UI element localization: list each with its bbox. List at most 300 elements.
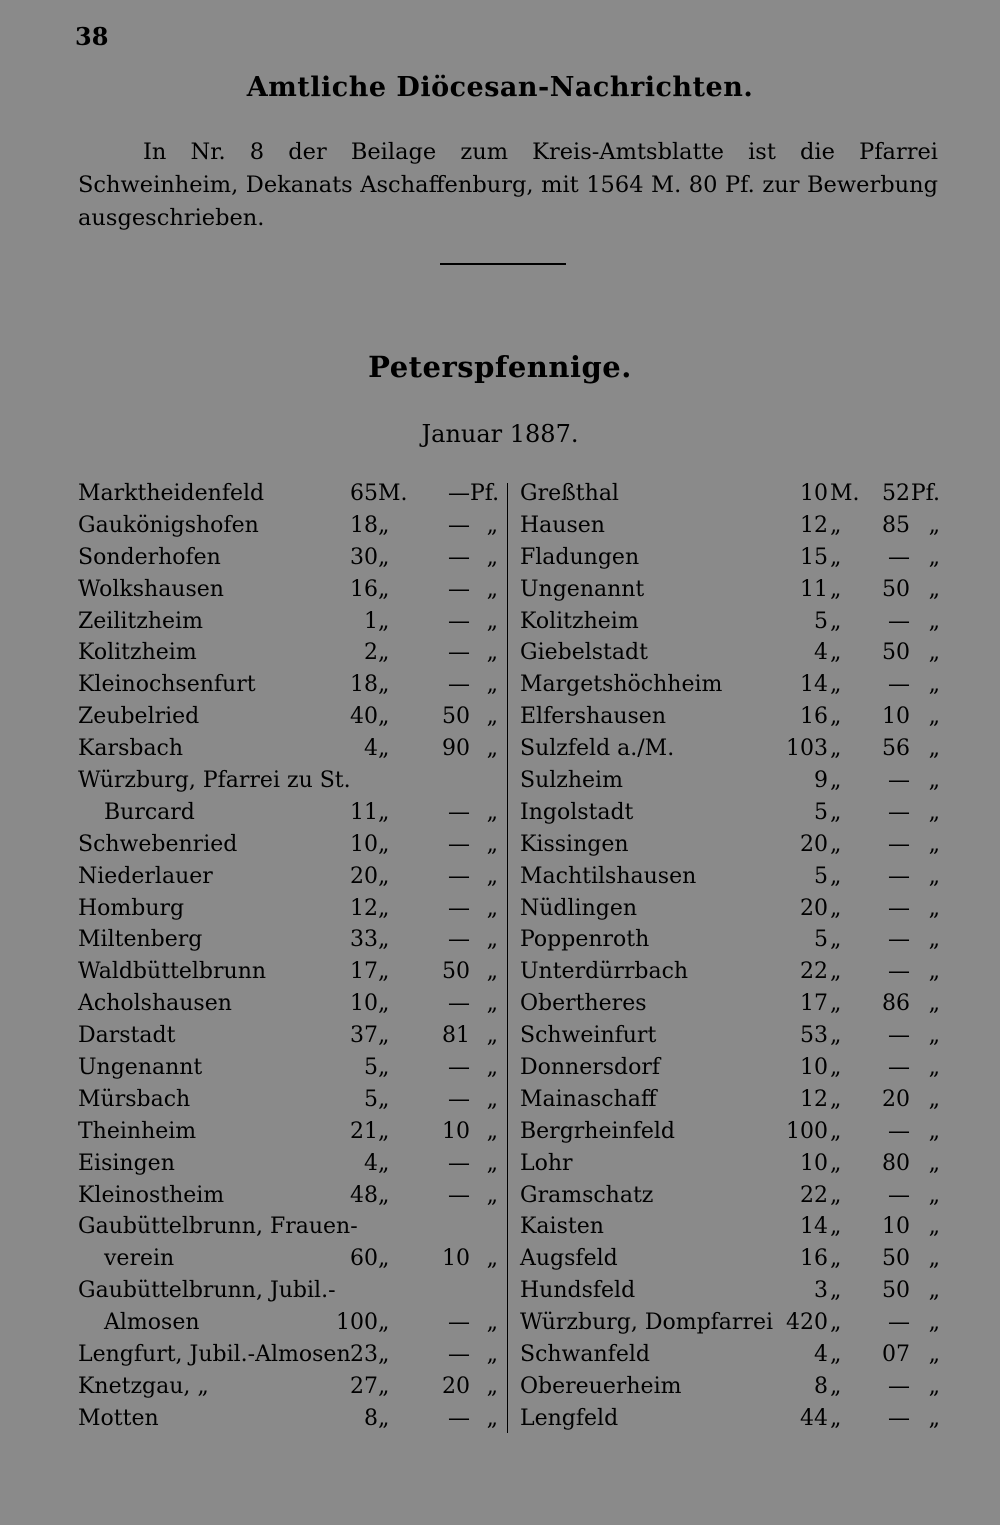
donation-entry [520, 1243, 940, 1275]
pfennig-amount: — [888, 1118, 910, 1144]
mark-amount: 16 [350, 576, 378, 602]
mark-unit: „ [378, 863, 390, 889]
pfennig-unit: „ [928, 512, 940, 538]
pfennig-unit: „ [928, 576, 940, 602]
pfennig-amount: 90 [442, 736, 470, 762]
donor-name: Gaubüttelbrunn, Jubil.- [78, 1278, 336, 1304]
mark-amount: 21 [350, 1118, 378, 1144]
mark-unit: „ [830, 831, 842, 857]
pfennig-unit: „ [486, 1182, 498, 1208]
donor-name: Ungenannt [78, 1055, 203, 1081]
pfennig-amount: — [888, 1055, 910, 1081]
donation-entry [520, 637, 940, 669]
vacancy-notice: In Nr. 8 der Beilage zum Kreis-Amtsblatte ist die Pfarrei Schweinheim, Dekanats Aschaffenburg, mit 1564 M. 80 Pf. zur Bewerbung ausgeschrieben. [78, 139, 938, 231]
donation-list-right [520, 478, 940, 1438]
donation-entry [520, 1052, 940, 1084]
donor-name: Miltenberg [78, 927, 203, 953]
pfennig-unit: „ [928, 608, 940, 634]
donor-name: Ungenannt [520, 576, 645, 602]
pfennig-unit: „ [486, 959, 498, 985]
mark-amount: 37 [350, 1023, 378, 1049]
pfennig-amount: — [888, 895, 910, 921]
mark-amount: 30 [350, 544, 378, 570]
pfennig-amount: — [888, 927, 910, 953]
pfennig-amount: — [448, 672, 470, 698]
donation-entry [78, 669, 498, 701]
donation-entry [78, 542, 498, 574]
mark-unit: „ [378, 1405, 390, 1431]
pfennig-amount: — [888, 672, 910, 698]
donor-name: verein [104, 1246, 175, 1272]
donor-name: Lengfeld [520, 1405, 619, 1431]
pfennig-unit: „ [486, 704, 498, 730]
pfennig-amount: — [888, 1023, 910, 1049]
donation-entry [78, 1180, 498, 1212]
pfennig-amount: — [888, 1373, 910, 1399]
donation-entry [520, 606, 940, 638]
donation-entry [520, 1275, 940, 1307]
donor-name: Kleinostheim [78, 1182, 225, 1208]
mark-unit: „ [830, 1118, 842, 1144]
pfennig-amount: 50 [442, 959, 470, 985]
pfennig-amount: — [448, 576, 470, 602]
donation-entry [78, 1084, 498, 1116]
pfennig-amount: 50 [882, 1246, 910, 1272]
mark-unit: „ [378, 1055, 390, 1081]
donation-entry [78, 606, 498, 638]
pfennig-unit: „ [486, 1373, 498, 1399]
donation-entry [78, 1307, 498, 1339]
donor-name: Würzburg, Pfarrei zu St. [78, 768, 351, 794]
donor-name: Obereuerheim [520, 1373, 682, 1399]
mark-amount: 17 [350, 959, 378, 985]
mark-unit: M. [830, 481, 860, 506]
pfennig-unit: „ [486, 640, 498, 666]
mark-unit: „ [830, 959, 842, 985]
mark-amount: 12 [800, 512, 828, 538]
pfennig-unit: „ [928, 895, 940, 921]
donation-entry [520, 510, 940, 542]
pfennig-unit: „ [928, 1182, 940, 1208]
mark-unit: „ [830, 672, 842, 698]
donation-entry [78, 1020, 498, 1052]
mark-unit: „ [830, 1342, 842, 1368]
mark-unit: „ [830, 512, 842, 538]
mark-unit: M. [378, 481, 408, 506]
pfennig-amount: — [888, 1310, 910, 1336]
donor-name: Theinheim [78, 1118, 197, 1144]
donor-name: Kaisten [520, 1214, 604, 1240]
donor-name: Hundsfeld [520, 1278, 636, 1304]
donation-entry [78, 829, 498, 861]
mark-unit: „ [830, 1182, 842, 1208]
pfennig-unit: „ [486, 1405, 498, 1431]
mark-amount: 1 [364, 608, 378, 634]
donor-name: Eisingen [78, 1150, 175, 1176]
mark-amount: 18 [350, 672, 378, 698]
donor-name: Lohr [520, 1150, 573, 1176]
mark-amount: 8 [814, 1373, 828, 1399]
donation-entry [520, 1371, 940, 1403]
mark-unit: „ [378, 831, 390, 857]
mark-unit: „ [378, 1118, 390, 1144]
donor-name: Almosen [104, 1310, 200, 1336]
donor-name: Motten [78, 1405, 159, 1431]
donation-entry [520, 829, 940, 861]
pfennig-unit: „ [928, 544, 940, 570]
pfennig-amount: 81 [442, 1023, 470, 1049]
mark-amount: 5 [814, 799, 828, 825]
pfennig-amount: 10 [442, 1118, 470, 1144]
pfennig-amount: — [888, 863, 910, 889]
pfennig-amount: — [448, 1150, 470, 1176]
mark-unit: „ [378, 927, 390, 953]
mark-amount: 18 [350, 512, 378, 538]
mark-unit: „ [830, 895, 842, 921]
pfennig-amount: 56 [882, 736, 910, 762]
pfennig-unit: „ [928, 927, 940, 953]
pfennig-amount: — [448, 1405, 470, 1431]
donor-name: Wolkshausen [78, 576, 224, 602]
page-subtitle: Januar 1887. [421, 420, 579, 448]
donation-entry [78, 1339, 498, 1371]
pfennig-unit: „ [928, 991, 940, 1017]
pfennig-unit: „ [486, 895, 498, 921]
pfennig-unit: „ [486, 799, 498, 825]
donation-entry [520, 1116, 940, 1148]
mark-unit: „ [830, 1278, 842, 1304]
donor-name: Gaubüttelbrunn, Frauen- [78, 1214, 358, 1240]
donor-name: Niederlauer [78, 863, 213, 889]
mark-amount: 3 [814, 1278, 828, 1304]
pfennig-unit: „ [486, 736, 498, 762]
donation-entry [78, 478, 498, 510]
pfennig-unit: „ [486, 991, 498, 1017]
pfennig-amount: — [448, 927, 470, 953]
pfennig-unit: „ [928, 1278, 940, 1304]
mark-unit: „ [830, 608, 842, 634]
donation-entry [78, 1243, 498, 1275]
pfennig-unit: „ [928, 1342, 940, 1368]
donation-entry [520, 1211, 940, 1243]
mark-unit: „ [378, 1373, 390, 1399]
donation-entry [78, 893, 498, 925]
donor-name: Gaukönigshofen [78, 512, 259, 538]
mark-amount: 420 [786, 1310, 828, 1336]
pfennig-unit: „ [486, 608, 498, 634]
page-number: 38 [75, 22, 109, 51]
mark-unit: „ [378, 1150, 390, 1176]
mark-unit: „ [378, 1023, 390, 1049]
pfennig-amount: 52 [882, 481, 910, 506]
mark-amount: 20 [800, 831, 828, 857]
pfennig-unit: „ [928, 831, 940, 857]
mark-amount: 17 [800, 991, 828, 1017]
donation-entry [520, 924, 940, 956]
mark-amount: 12 [800, 1086, 828, 1112]
pfennig-unit: „ [486, 1310, 498, 1336]
mark-unit: „ [830, 1023, 842, 1049]
donation-entry [520, 574, 940, 606]
donor-name: Schwebenried [78, 831, 238, 857]
donor-name: Gramschatz [520, 1182, 654, 1208]
pfennig-unit: „ [928, 1023, 940, 1049]
pfennig-amount: — [448, 481, 470, 506]
donor-name: Fladungen [520, 544, 640, 570]
mark-unit: „ [830, 991, 842, 1017]
mark-amount: 2 [364, 640, 378, 666]
donor-name: Darstadt [78, 1023, 176, 1049]
pfennig-unit: „ [486, 1055, 498, 1081]
pfennig-unit: „ [928, 863, 940, 889]
mark-unit: „ [378, 544, 390, 570]
donation-entry [520, 893, 940, 925]
mark-amount: 16 [800, 1246, 828, 1272]
donor-name: Kleinochsenfurt [78, 672, 256, 698]
pfennig-amount: 80 [882, 1150, 910, 1176]
donor-name: Karsbach [78, 736, 184, 762]
mark-amount: 22 [800, 1182, 828, 1208]
donor-name: Unterdürrbach [520, 959, 689, 985]
donor-name: Sulzfeld a./M. [520, 736, 675, 762]
mark-unit: „ [830, 799, 842, 825]
mark-unit: „ [830, 640, 842, 666]
pfennig-amount: — [888, 768, 910, 794]
mark-unit: „ [830, 1086, 842, 1112]
mark-unit: „ [378, 895, 390, 921]
donor-name: Kolitzheim [78, 640, 197, 666]
mark-amount: 10 [800, 1055, 828, 1081]
mark-unit: „ [830, 927, 842, 953]
pfennig-unit: „ [928, 768, 940, 794]
pfennig-amount: — [448, 1086, 470, 1112]
mark-amount: 10 [800, 1150, 828, 1176]
mark-unit: „ [830, 736, 842, 762]
pfennig-amount: 10 [882, 1214, 910, 1240]
donor-name: Sonderhofen [78, 544, 221, 570]
pfennig-amount: — [448, 640, 470, 666]
mark-amount: 5 [814, 863, 828, 889]
mark-amount: 14 [800, 672, 828, 698]
mark-unit: „ [378, 704, 390, 730]
mark-amount: 65 [350, 481, 378, 506]
donor-name: Machtilshausen [520, 863, 697, 889]
mark-amount: 12 [350, 895, 378, 921]
pfennig-amount: — [448, 991, 470, 1017]
donor-name: Homburg [78, 895, 185, 921]
mark-amount: 48 [350, 1182, 378, 1208]
donor-name: Augsfeld [520, 1246, 618, 1272]
pfennig-amount: — [888, 831, 910, 857]
mark-unit: „ [830, 1310, 842, 1336]
donation-entry [520, 797, 940, 829]
pfennig-unit: „ [928, 1373, 940, 1399]
pfennig-unit: „ [486, 1118, 498, 1144]
mark-unit: „ [830, 768, 842, 794]
mark-unit: „ [378, 1182, 390, 1208]
pfennig-unit: Pf. [910, 481, 940, 506]
pfennig-unit: „ [486, 1023, 498, 1049]
pfennig-unit: „ [486, 863, 498, 889]
pfennig-unit: „ [928, 704, 940, 730]
mark-amount: 4 [364, 1150, 378, 1176]
mark-amount: 60 [350, 1246, 378, 1272]
mark-amount: 5 [814, 927, 828, 953]
donor-name: Obertheres [520, 991, 647, 1017]
pfennig-amount: — [888, 1405, 910, 1431]
pfennig-unit: „ [486, 512, 498, 538]
mark-unit: „ [378, 672, 390, 698]
mark-amount: 20 [800, 895, 828, 921]
pfennig-unit: „ [928, 799, 940, 825]
donation-entry [78, 701, 498, 733]
donation-entry [78, 574, 498, 606]
section-rule [440, 263, 566, 265]
donation-entry [78, 1211, 498, 1243]
pfennig-amount: — [448, 799, 470, 825]
donor-name: Mainaschaff [520, 1086, 657, 1112]
donation-entry [78, 861, 498, 893]
donor-name: Waldbüttelbrunn [78, 959, 267, 985]
column-divider [507, 483, 508, 1433]
pfennig-amount: — [448, 1342, 470, 1368]
pfennig-unit: „ [928, 1055, 940, 1081]
donor-name: Donnersdorf [520, 1055, 661, 1081]
mark-unit: „ [830, 1055, 842, 1081]
mark-unit: „ [378, 736, 390, 762]
donor-name: Bergrheinfeld [520, 1118, 675, 1144]
donor-name: Hausen [520, 512, 605, 538]
pfennig-amount: — [448, 863, 470, 889]
pfennig-amount: — [448, 512, 470, 538]
page-title: Peterspfennige. [368, 350, 632, 384]
mark-amount: 53 [800, 1023, 828, 1049]
mark-unit: „ [830, 1150, 842, 1176]
donation-entry [520, 956, 940, 988]
mark-amount: 4 [814, 1342, 828, 1368]
donation-entry [78, 924, 498, 956]
pfennig-unit: „ [928, 959, 940, 985]
pfennig-amount: — [448, 895, 470, 921]
mark-amount: 100 [336, 1310, 378, 1336]
pfennig-unit: „ [486, 1342, 498, 1368]
mark-amount: 10 [800, 481, 828, 506]
donor-name: Burcard [104, 799, 195, 825]
mark-amount: 100 [786, 1118, 828, 1144]
mark-amount: 9 [814, 768, 828, 794]
pfennig-unit: „ [486, 1246, 498, 1272]
pfennig-amount: 86 [882, 991, 910, 1017]
pfennig-unit: „ [928, 1118, 940, 1144]
donor-name: Lengfurt, Jubil.-Almosen [78, 1342, 351, 1368]
pfennig-amount: — [888, 1182, 910, 1208]
pfennig-unit: „ [928, 1150, 940, 1176]
mark-unit: „ [378, 1342, 390, 1368]
donation-entry [78, 1052, 498, 1084]
donation-entry [520, 1403, 940, 1435]
donor-name: Kissingen [520, 831, 629, 857]
mark-amount: 103 [786, 736, 828, 762]
donor-name: Marktheidenfeld [78, 481, 265, 506]
pfennig-unit: „ [928, 736, 940, 762]
donation-entry [520, 1148, 940, 1180]
donation-entry [78, 797, 498, 829]
donation-entry [78, 765, 498, 797]
donation-entry [520, 988, 940, 1020]
donation-entry [520, 1084, 940, 1116]
donor-name: Würzburg, Dompfarrei [520, 1310, 774, 1336]
pfennig-unit: „ [928, 1086, 940, 1112]
mark-amount: 22 [800, 959, 828, 985]
donation-entry [520, 765, 940, 797]
donation-list-left [78, 478, 498, 1438]
pfennig-unit: „ [486, 672, 498, 698]
mark-unit: „ [830, 1246, 842, 1272]
pfennig-amount: — [448, 1055, 470, 1081]
mark-unit: „ [378, 959, 390, 985]
mark-amount: 4 [814, 640, 828, 666]
donation-entry [520, 1180, 940, 1212]
donation-entry [78, 510, 498, 542]
mark-amount: 33 [350, 927, 378, 953]
mark-amount: 8 [364, 1405, 378, 1431]
donation-entry [520, 733, 940, 765]
pfennig-unit: „ [928, 1214, 940, 1240]
donor-name: Margetshöchheim [520, 672, 723, 698]
donor-name: Zeubelried [78, 704, 200, 730]
mark-unit: „ [378, 1246, 390, 1272]
mark-unit: „ [830, 1373, 842, 1399]
donation-entry [520, 861, 940, 893]
mark-unit: „ [830, 863, 842, 889]
mark-amount: 11 [350, 799, 378, 825]
mark-unit: „ [830, 544, 842, 570]
pfennig-amount: — [448, 608, 470, 634]
mark-amount: 5 [364, 1086, 378, 1112]
donation-entry [520, 542, 940, 574]
donation-entry [78, 1116, 498, 1148]
donor-name: Mürsbach [78, 1086, 191, 1112]
donor-name: Sulzheim [520, 768, 623, 794]
donation-entry [78, 956, 498, 988]
pfennig-unit: „ [486, 927, 498, 953]
mark-unit: „ [378, 576, 390, 602]
mark-unit: „ [378, 1310, 390, 1336]
donation-entry [78, 733, 498, 765]
pfennig-unit: „ [928, 672, 940, 698]
mark-amount: 27 [350, 1373, 378, 1399]
donation-entry [520, 701, 940, 733]
pfennig-amount: 10 [442, 1246, 470, 1272]
donor-name: Acholshausen [78, 991, 232, 1017]
pfennig-unit: „ [928, 1246, 940, 1272]
section-title: Amtliche Diöcesan-Nachrichten. [246, 72, 754, 103]
mark-amount: 40 [350, 704, 378, 730]
pfennig-unit: „ [486, 544, 498, 570]
pfennig-unit: Pf. [470, 481, 500, 506]
donation-entry [78, 1371, 498, 1403]
donor-name: Poppenroth [520, 927, 650, 953]
pfennig-amount: 07 [882, 1342, 910, 1368]
mark-amount: 16 [800, 704, 828, 730]
donor-name: Kolitzheim [520, 608, 639, 634]
pfennig-unit: „ [928, 1310, 940, 1336]
pfennig-amount: 20 [442, 1373, 470, 1399]
pfennig-unit: „ [486, 1086, 498, 1112]
donor-name: Knetzgau, „ [78, 1373, 209, 1399]
mark-amount: 20 [350, 863, 378, 889]
pfennig-unit: „ [928, 640, 940, 666]
